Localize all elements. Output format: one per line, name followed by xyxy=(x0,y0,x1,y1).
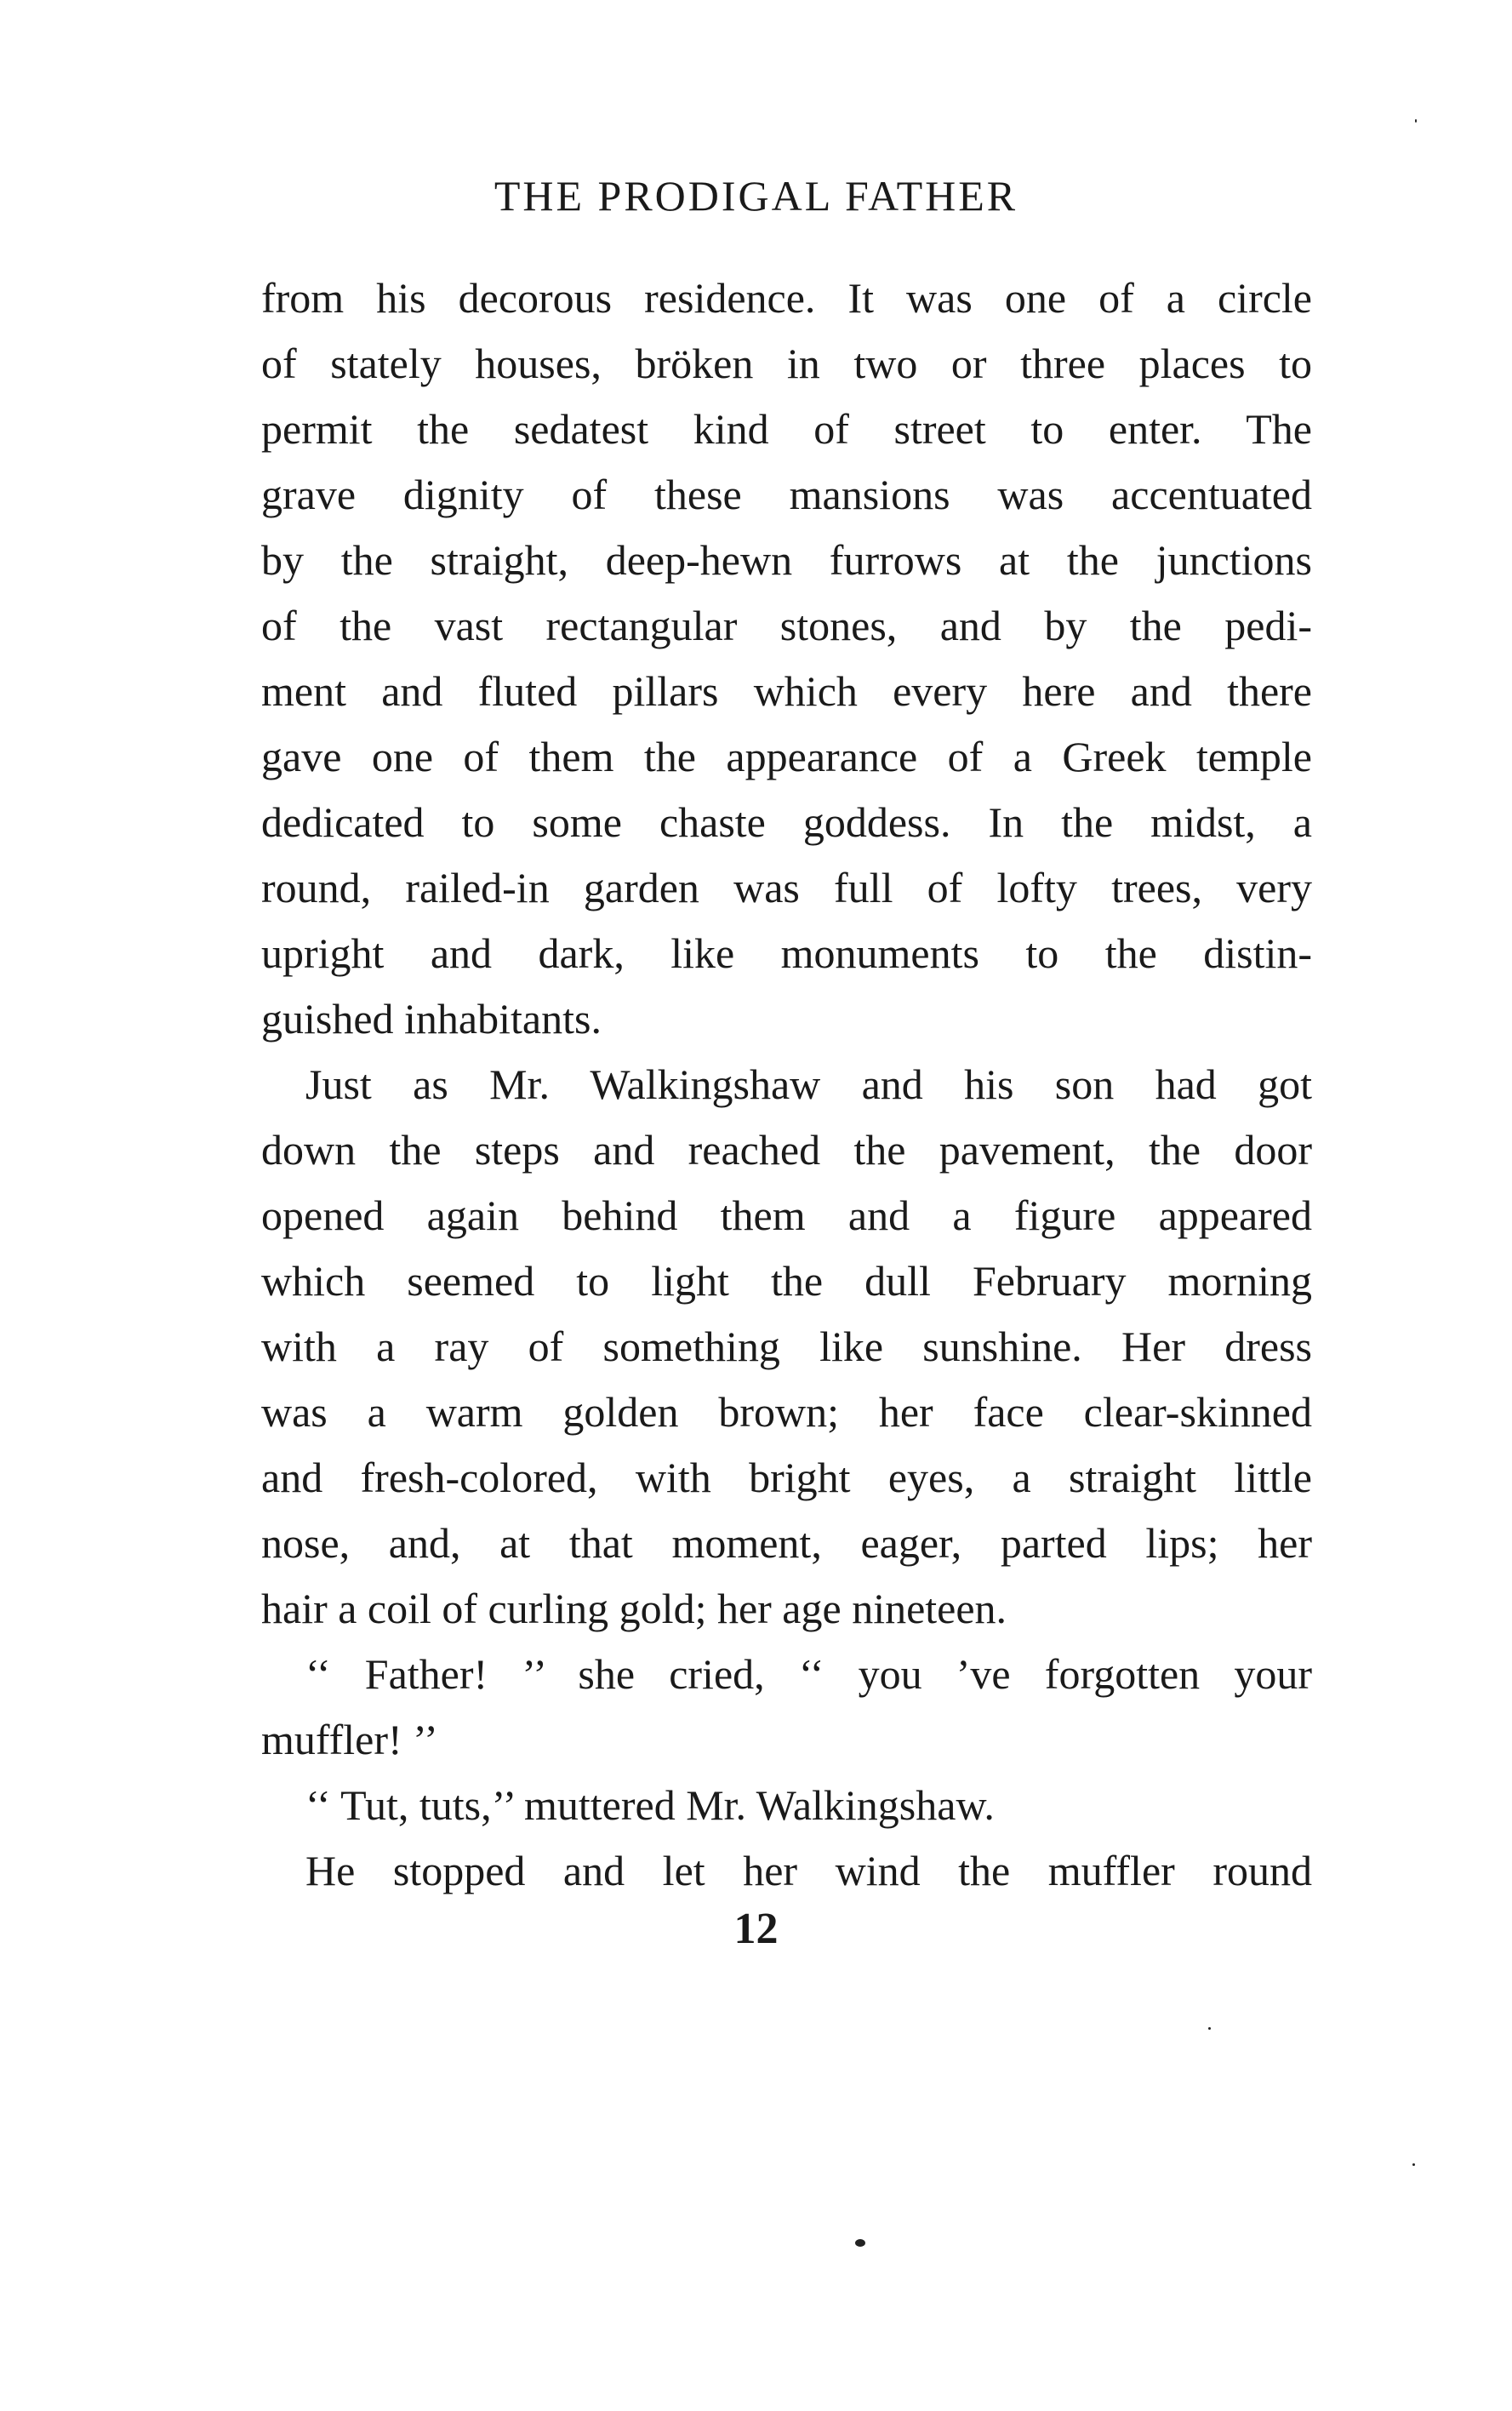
text-line: opened again behind them and a figure appeared xyxy=(261,1191,1312,1239)
text-line: guished inhabitants. xyxy=(261,995,602,1043)
running-head: THE PRODIGAL FATHER xyxy=(494,172,1018,220)
text-line: by the straight, deep-hewn furrows at the junctions xyxy=(261,536,1312,584)
text-line: was a warm golden brown; her face clear-skinned xyxy=(261,1388,1312,1436)
text-line: permit the sedatest kind of street to enter. The xyxy=(261,405,1312,453)
scan-speck xyxy=(1208,2027,1211,2030)
text-line: ‘‘ Tut, tuts,’’ muttered Mr. Walkingshaw. xyxy=(305,1781,995,1829)
text-line: ‘‘ Father! ’’ she cried, ‘‘ you ’ve forgotten your xyxy=(305,1650,1312,1698)
text-line: hair a coil of curling gold; her age nineteen. xyxy=(261,1585,1007,1632)
text-line: of the vast rectangular stones, and by the pedi- xyxy=(261,602,1312,649)
text-line: ment and fluted pillars which every here and there xyxy=(261,667,1312,715)
text-line: down the steps and reached the pavement, the door xyxy=(261,1126,1312,1174)
text-line: from his decorous residence. It was one of a circle xyxy=(261,274,1312,322)
text-line: grave dignity of these mansions was accentuated xyxy=(261,471,1312,518)
text-line: muffler! ’’ xyxy=(261,1716,438,1763)
text-line: of stately houses, bröken in two or three places to xyxy=(261,340,1312,387)
page-number: 12 xyxy=(733,1905,779,1953)
paragraph xyxy=(261,1838,1312,1904)
body-text xyxy=(261,266,1312,1904)
scan-speck xyxy=(1412,2163,1415,2166)
scan-speck xyxy=(1415,119,1417,123)
text-line: He stopped and let her wind the muffler round xyxy=(305,1847,1312,1894)
text-line: Just as Mr. Walkingshaw and his son had got xyxy=(305,1060,1312,1108)
text-line: and fresh-colored, with bright eyes, a straight little xyxy=(261,1454,1312,1501)
text-line: upright and dark, like monuments to the distin- xyxy=(261,929,1312,977)
text-line: round, railed-in garden was full of lofty trees, very xyxy=(261,864,1312,911)
text-line: dedicated to some chaste goddess. In the midst, a xyxy=(261,798,1312,846)
text-line: nose, and, at that moment, eager, parted lips; her xyxy=(261,1519,1312,1567)
paragraph xyxy=(261,1052,1312,1642)
paragraph xyxy=(261,266,1312,1052)
text-line: which seemed to light the dull February morning xyxy=(261,1257,1312,1305)
text-line: gave one of them the appearance of a Greek temple xyxy=(261,733,1312,780)
paragraph xyxy=(261,1773,1312,1838)
scan-speck xyxy=(855,2239,865,2247)
text-line: with a ray of something like sunshine. Her dress xyxy=(261,1323,1312,1370)
paragraph xyxy=(261,1642,1312,1773)
